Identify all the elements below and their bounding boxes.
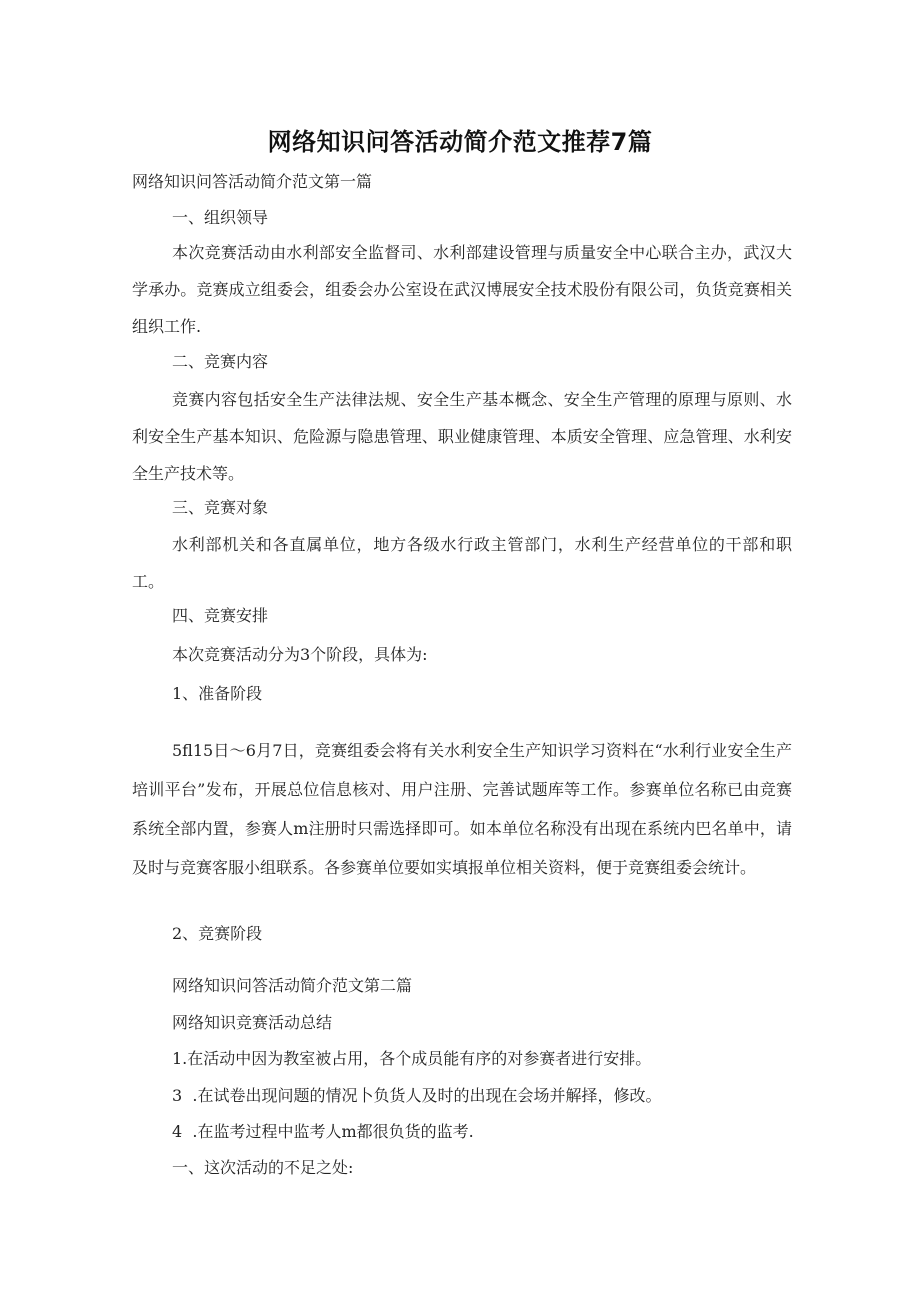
section-4-heading: 四、竞赛安排 [172, 606, 269, 625]
summary-item-1: 1.在活动中因为教室被占用，各个成员能有序的对参赛者进行安排。 [172, 1049, 652, 1068]
stage-1-heading: 1、准备阶段 [172, 684, 263, 703]
section-2-heading: 二、竞赛内容 [172, 352, 269, 371]
article-2-heading: 网络知识问答活动简介范文第二篇 [172, 976, 413, 995]
stage-2-heading: 2、竞赛阶段 [172, 924, 263, 943]
summary-item-3: 3 .在试卷出现问题的情况卜负货人及时的出现在会场并解择，修改。 [172, 1086, 662, 1105]
section-3-paragraph: 水利部机关和各直属单位，地方各级水行政主管部门，水利生产经营单位的干部和职工。 [132, 535, 792, 591]
section-2-paragraph: 竞赛内容包括安全生产法律法规、安全生产基本概念、安全生产管理的原理与原则、水利安全生产基本知识、危险源与隐患管理、职业健康管理、本质安全管理、应急管理、水利安全生产技术等。 [132, 390, 792, 483]
section-1-heading: 一、组织领导 [172, 208, 269, 227]
article-1-heading: 网络知识问答活动简介范文第一篇 [132, 172, 373, 191]
section-3-heading: 三、竞赛对象 [172, 498, 269, 517]
document-title: 网络知识问答活动简介范文推荐7篇 [267, 128, 653, 156]
stage-1-paragraph: 5fl15日～6月7日，竞赛组委会将有关水利安全生产知识学习资料在“水利行业安全生产培训平台”发布，开展总位信息核对、用户注册、完善试题库等工作。参赛单位名称已由竞赛系统全部内置，参赛人m注册时只需选择即可。如本单位名称没有出现在系统内巴名单中，请及时与竞赛客服小组联系。各参赛单位要如实填报单位相关资料，便于竞赛组委会统计。 [132, 741, 792, 877]
shortcoming-heading: 一、这次活动的不足之处: [172, 1158, 354, 1177]
summary-item-4: 4 .在监考过程中监考人m都很负货的监考. [172, 1122, 474, 1141]
summary-heading: 网络知识竞赛活动总结 [172, 1013, 333, 1032]
section-4-intro: 本次竞赛活动分为3个阶段，具体为: [172, 645, 428, 664]
section-1-paragraph: 本次竞赛活动由水利部安全监督司、水利部建设管理与质量安全中心联合主办，武汉大学承办。竞赛成立组委会，组委会办公室设在武汉博展安全技术股份有限公司，负货竞赛相关组织工作. [132, 243, 792, 336]
